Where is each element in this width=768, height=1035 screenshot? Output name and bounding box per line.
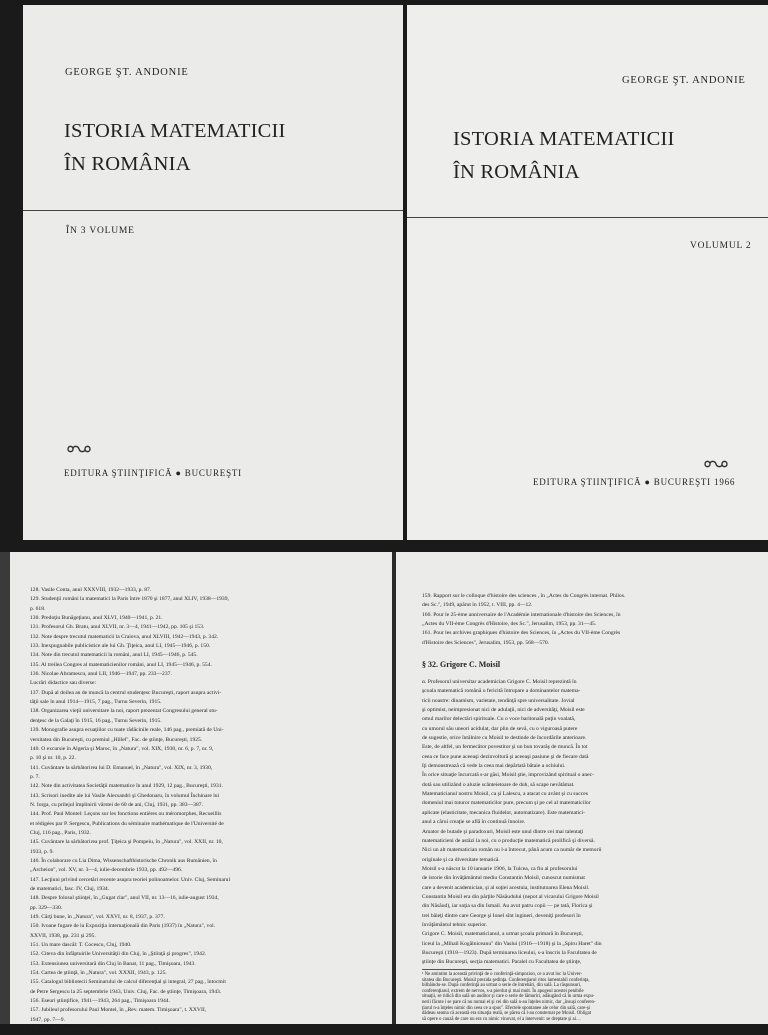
text-line: Bucureşti (1918—1923). După terminarea liceului, s-a înscris la Facultatea de (422, 949, 597, 956)
text-line: 147. Lecţiuni privind cercetări recente asupra teoriei polinoamelor. Univ. Cluj, Seminarul (30, 876, 231, 883)
footnote-line: situaţii, se ridică din sală un auditor şi care o serie de lămuriri, adăugând că în urma expu- (422, 994, 595, 1000)
text-line: din Năsăud), iar soţia sa din Ismail. Au avut patru copii — pe tată, Florica şi (422, 903, 593, 910)
text-line: îţi demonstrează că vede la ceea mai depărtată bătaie a ochiului. (422, 763, 566, 770)
bibliography-list (30, 586, 386, 1035)
text-line: 135. Al treilea Congres al matematicienilor români, anul LI, 1945—1946, p. 554. (30, 661, 212, 668)
volume-number: VOLUMUL 2 (690, 241, 752, 251)
text-line: pp. 329—330. (30, 904, 63, 911)
publisher-name: EDITURA ŞTIINŢIFICĂ ● BUCUREŞTI (64, 468, 242, 478)
book-title-line-2: ÎN ROMÂNIA (453, 161, 580, 183)
text-line: dotă sau utilizând o aluzie scânteietoare de duh, să scape nevătămat. (422, 781, 575, 788)
text-line: şcoala matematică română o fericită întrupare a dominantelor matema- (422, 688, 581, 695)
text-line: învăţământul tehnic superior. (422, 921, 488, 928)
footnote-line: ¹ Ne amintim la această privinţă de o conferinţă-simpozion, ce a avut loc la Univer- (422, 972, 582, 977)
text-line: 149. Cărţi bune, în „Natura", vol. XXVI, nr. 8, 1937, p. 377. (30, 914, 165, 921)
footnote-line: dădeau seama că această era situaţia reală, se părea că l-au consternat pe Moisil. Obligat (422, 1011, 592, 1017)
text-line: Amator de butade şi paradoxuri, Moisil este unul dintre cei mai talentaţi (422, 828, 584, 835)
text-line: de istorie din învăţământul mediu Constantin Moisil, cunoscut numismat (422, 875, 585, 882)
divider-line (23, 210, 403, 211)
text-line: Nici un alt matematician român nu l-a întrecut, până acum ca număr de memorii (422, 847, 602, 854)
text-line: 132. Note despre trecutul matematicii la Craiova, anul XLVIII, 1942—1943, p. 342. (30, 633, 219, 640)
body-text (422, 678, 762, 968)
text-line: tăţii sale în anul 1914—1915, 7 pag., Turnu Severin, 1915. (30, 699, 162, 706)
text-line: des Sc.", 1949, apărut în 1952, t. VIII, pp. 4—12. (422, 602, 533, 609)
text-line: 156. Eseuri ştiinţifice, 1941—1943, 264 pag., Timişoara 1944. (30, 998, 170, 1005)
text-line: 134. Note din trecutul matematicii la români, anul LI, 1945—1946, p. 545. (30, 652, 198, 659)
text-line: α. Profesorul universitar academician Grigore C. Moisil reprezintă în (422, 679, 577, 685)
text-line: 131. Profesorul Gh. Bratu, anul XLVII, nr. 3—4, 1941—1942, pp. 105 şi 153. (30, 624, 205, 631)
text-line: de sugestie, orice întâlnire cu Moisil te destinde de încordările anterioare. (422, 735, 587, 742)
text-line: 141. Cuvântare la sărbătorirea lui D. Emanuel, în „Natura", vol. XIX, nr. 3, 1930, (30, 764, 213, 771)
text-line: 153. Extensiunea universitară din Cluj în Banat, 11 pag., Timişoara, 1943. (30, 960, 196, 967)
text-line: 158. Sur les relations scientifiques franco-roumaines, în „Bull. scient. roum.", t. I, (30, 1026, 213, 1033)
text-line: de Petre Sergescu la 25 septembrie 1943, Univ. Cluj, Fac. de ştiinţe, Timişoara, 1943. (30, 988, 222, 995)
text-line: ceea ce face pune aceeaşi dezinvoltură şi aceeaşi pasiune şi de fiecare dată (422, 753, 589, 760)
text-line: p. 7. (30, 773, 40, 780)
text-line: 136. Nicolae Abramescu, anul LII, 1946—1947, pp. 233—237. (30, 671, 172, 678)
publisher-logo-icon (66, 442, 92, 460)
author-name: GEORGE ŞT. ANDONIE (65, 67, 189, 78)
text-line: Este, de altfel, un fermecător povestitor şi un bun tovarăş de muncă. În tot (422, 744, 588, 751)
text-line: care a devenit academician, şi al soţiei acestuia, institutoarea Elena Moisil. (422, 884, 590, 891)
book-title (64, 115, 286, 181)
book-title (453, 123, 675, 189)
text-line: 144. Prof. Paul Montel: Leçons sur les fonctions entières ou méromorphes, Recueillis (30, 811, 222, 818)
text-line: liceul la „Mihail Kogălniceanu" din Vaslui (1916—1918) şi la „Spiru Haret" din (422, 940, 602, 947)
text-line: 151. Un mare dascăl: T. Cocescu, Cluj, 1940. (30, 942, 132, 949)
text-line: 129. Studenţii români la matematici la Paris între 1870 şi 1877, anul XLIV, 1938—1939, (30, 596, 229, 603)
text-line: et rédigées par P. Sergescu, Publications du séminaire mathématique de l'Université de (30, 820, 224, 827)
footnote-line: ţiarul n-a înţeles nimic din ceea ce a spus". Efectele spontanee ale celor din sală, care-şi (422, 1005, 591, 1011)
book-title-line-1: ISTORIA MATEMATICII (453, 128, 675, 150)
footnote-text (422, 972, 762, 1022)
author-name: GEORGE ŞT. ANDONIE (622, 75, 746, 86)
text-line: 145. Cuvântare la sărbătorirea prof. Ţiţeica şi Pompeiu, în „Natura", vol. XXII, nr. 10, (30, 839, 223, 846)
text-page (396, 552, 768, 1024)
text-line: trei băieţi dintre care George şi Ionel sînt ingineri, deveniţi profesori în (422, 912, 581, 919)
text-line: 138. Organizarea vieţii universitare la noi, raport prezentat Congresului general stu- (30, 708, 218, 715)
section-heading: § 32. Grigore C. Moisil (422, 660, 501, 669)
text-line: 159. Rapport sur le colloque d'histoire des sciences , în „Actes du Congrès internat. Philos. (422, 593, 626, 599)
text-line: 140. O excursie în Algeria şi Maroc, în „Natura", vol. XIX, 1930, nr. 6, p. 7, nr. 9, (30, 745, 214, 752)
footnote-line: conferenţiarul, extrem de nervos, s-a pierdut şi mai mult. În apogeul acestei penibile (422, 988, 584, 994)
footnote-line: nerii făcute i se pare că nu numai el şi cei din sală n-au înţeles nimic, dar „însuşi conferen- (422, 999, 596, 1005)
text-line: 155. Catalogul bibliotecii Seminarului de calcul diferenţial şi integral, 27 pag., întocmit (30, 979, 226, 986)
text-line: 148. Despre folosul ştiinţei, în „Gugat clar", anul VII, nr. 13—16, iulie-august 1934, (30, 895, 219, 902)
text-line: Constantin Moisil era din părţile Năsăudului (nepot al vicarului Grigore Moisil (422, 893, 599, 900)
text-line: N. Iorga, cu prilejul împlinirii vârstei de 60 de ani, Cluj, 1931, pp. 383—387. (30, 801, 203, 808)
text-line: d'Histoire des Sciences", Jerusalim, 1953, pp. 568—570. (422, 639, 550, 646)
footnote-line: să opere o cauză de care nu era cu nimic vinovat, el a intervenit: se dreptate şi ai… (422, 1016, 581, 1022)
text-line: Moisil s-a născut la 10 ianuarie 1906, la Tulcea, ca fiu al profesorului (422, 865, 578, 872)
publisher-name: EDITURA ŞTIINŢIFICĂ ● BUCUREŞTI 1966 (533, 477, 736, 487)
footnote-line: sitatea din Bucureşti. Moisil prezida şedinţa. Conferenţiarul ritos lamentabil conferinţa, (422, 977, 590, 983)
bibliography-page (10, 552, 392, 1033)
text-line: 150. Ivoane fugare de la Expoziţia internaţională din Paris (1937) în „Natura", vol. (30, 923, 216, 930)
text-line: omul marilor delectări spirituale. Cu o voce baritonală puţin voalată, (422, 716, 576, 723)
text-line: p. 618. (30, 605, 46, 612)
text-line: 137. După al doilea an de muncă la centrul studenţesc Bucureşti, raport asupra activi- (30, 689, 222, 696)
book-title-line-1: ISTORIA MATEMATICII (64, 120, 286, 142)
footnote-line: bilbâindu-se. După conferinţă au urmat o serie de întrebări, din sală. La răspunsuri, (422, 983, 582, 989)
divider-line (407, 217, 768, 218)
text-line: 128. Vasile Conta, anul XXXVIII, 1932—1933, p. 87. (30, 587, 152, 593)
text-line: domeniul mai tuturor matematicilor pure, precum şi pe cel al matematicilor (422, 800, 591, 807)
text-line: 161. Pour les archives graphiques d'histoire des Sciences, în „Actes du VII-ème Congrès (422, 630, 621, 637)
text-line: de matematici, fasc. IV, Cluj, 1934. (30, 886, 110, 892)
text-line: versitatea din Bucureşti, cu premiul „Hillel", Fac. de ştiinţe, Bucureşti, 1925. (30, 736, 203, 743)
text-line: 133. Inexpugnabile publicistice ale lui Gh. Ţiţeica, anul LI, 1945—1946, p. 150. (30, 643, 211, 650)
text-line: 130. Predoţiu Bunăgeţianu, anul XLVI, 1940—1941, p. 21. (30, 615, 163, 622)
text-line: originale şi ca diversitate tematică. (422, 856, 500, 863)
text-line: 154. Cartea de ştiinţă, în „Natura", vol. XXXII, 1943, p. 125. (30, 970, 167, 977)
book-title-line-2: ÎN ROMÂNIA (64, 153, 191, 175)
text-line: 1947, pp. 7—9. (30, 1016, 65, 1023)
footnote-separator (422, 969, 492, 970)
text-line: 1933, p. 9. (30, 848, 54, 855)
text-line: denţesc de la Galaţi în 1915, 16 pag., Turnu Severin, 1915. (30, 717, 162, 724)
text-line: p. 10 şi nr. 10, p. 22. (30, 755, 76, 762)
text-line: Grigore C. Moisil, matematicianul, a urmat şcoala primară în Bucureşti, (422, 931, 584, 938)
text-line: cu umorul său uneori acidulat, dar plin de sevă, cu o viguroasă putere (422, 725, 578, 732)
text-line: 139. Monografie asupra ecuaţiilor cu toate rădăcinile reale, 146 pag., premiată de Uni- (30, 727, 224, 734)
text-line: „Archeion", vol. XV, nr. 3—4, iulie-decembrie 1933, pp. 492—496. (30, 867, 183, 874)
title-page-right (407, 5, 768, 540)
text-line: XXVII, 1938, pp. 231 şi 295. (30, 932, 96, 939)
text-line: Matematicianul nostru Moisil, ca şi Lalescu, a atacat cu avânt şi cu succes (422, 791, 588, 798)
publisher-logo-icon (703, 457, 729, 475)
volume-count: ÎN 3 VOLUME (66, 226, 135, 236)
text-line: 157. Jubileul profesorului Paul Montel, în „Rev. matem. Timişoara", t. XXVII, (30, 1007, 207, 1014)
text-line: aplicate (elasticitate, mecanica fluidelor, automatizare). Este matematici- (422, 809, 585, 816)
text-line: „Actes du VII-ème Congrès d'Histoire, des Sc.", Jerusalim, 1953, pp. 31—45. (422, 621, 597, 628)
text-line: Lucrări didactice sau diverse: (30, 680, 97, 687)
bibliography-list (422, 592, 762, 648)
text-line: 143. Scrisori inedite ale lui Vasile Alecsandri şi Ghedonaru, în volumul Închinare lui (30, 792, 220, 799)
text-line: ştiinţe din Bucureşti, secţia matematici. Paralel cu Facultatea de ştiinţe, (422, 959, 582, 966)
text-line: În orice situaţie încurcată s-ar găsi, Moisil ştie, improvizând spiritual o anec- (422, 772, 594, 779)
text-line: anul a cărui creaţie se află în continuă înnoire. (422, 819, 526, 826)
text-line: Cluj, 116 pag., Paris, 1932. (30, 829, 91, 836)
title-page-left (23, 5, 403, 540)
page-gutter (0, 552, 10, 1024)
text-line: matematicieni de astăzi la noi, cu o producţie matematică prolifică şi diversă. (422, 837, 595, 844)
text-line: 160. Pour le 25-ème anniversaire de l'Académie internationale d'histoire des Sciences, în (422, 611, 621, 618)
text-line: 142. Note din activitatea Societăţii matematice în anul 1929, 12 pag., Bucureşti, 1931. (30, 783, 223, 790)
text-line: ticii noastre: dinamism, varietate, tendinţă spre universalitate. Jovial (422, 697, 575, 704)
text-line: 146. În colaborare cu Lia Dima, Wissenschafthistorische Chronik aus Rumänien, în (30, 857, 217, 864)
text-line: 152. Citeva din înfăptuirile Universităţii din Cluj, în „Ştiinţă şi progres", 1942. (30, 951, 207, 958)
text-line: şi optimist, neimpresionat nici de adulaţii, nici de adversităţi, Moisil este (422, 707, 585, 714)
